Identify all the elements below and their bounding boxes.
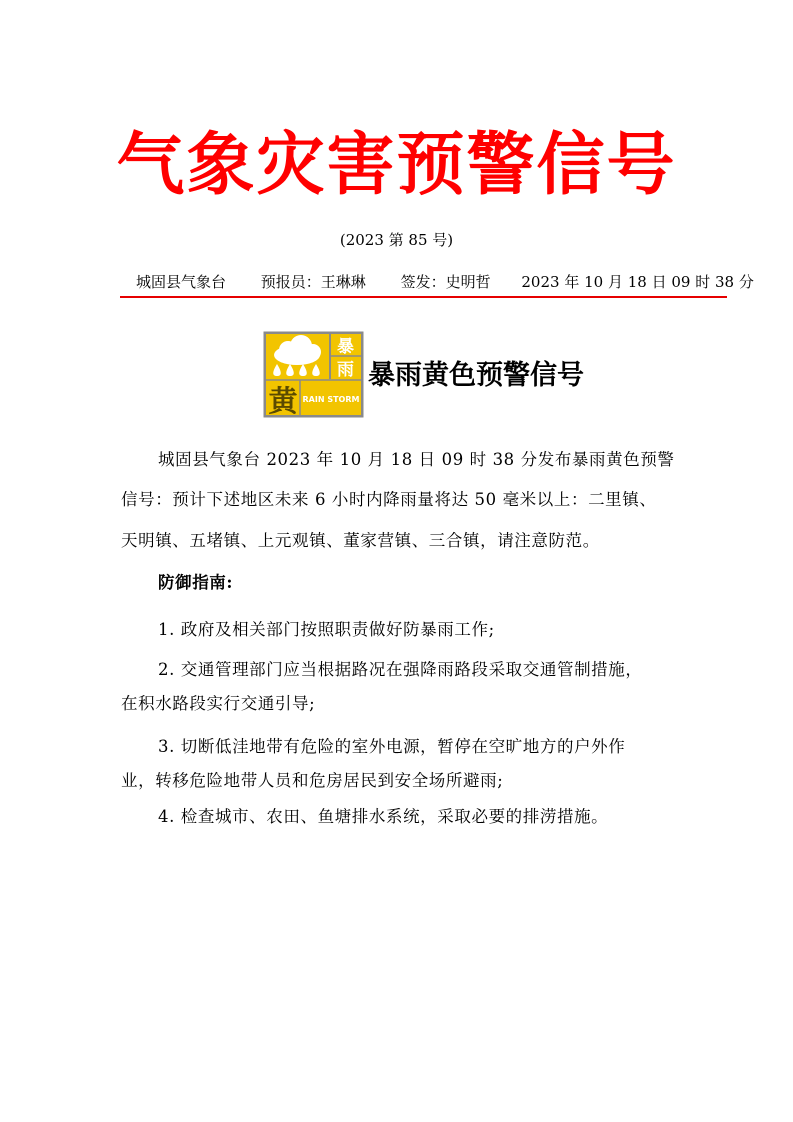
- issued-time: 2023 年 10 月 18 日 09 时 38 分: [521, 273, 754, 291]
- paragraph-line-3: 天明镇、五堵镇、上元观镇、董家营镇、三合镇，请注意防范。: [121, 531, 600, 550]
- icon-english-label: RAIN STORM: [302, 395, 360, 404]
- guide-item-1: 1. 政府及相关部门按照职责做好防暴雨工作;: [158, 620, 495, 639]
- header-divider: [120, 296, 727, 298]
- issuing-office: 城固县气象台: [136, 273, 227, 291]
- paragraph-line-2: 信号：预计下述地区未来 6 小时内降雨量将达 50 毫米以上：二里镇、: [121, 490, 657, 509]
- icon-char-middle: 雨: [337, 360, 354, 380]
- rainstorm-yellow-warning-icon: [263, 331, 364, 418]
- issue-number: (2023 第 85 号): [339, 231, 454, 249]
- guide-item-2-continued: 在积水路段实行交通引导;: [121, 694, 316, 713]
- guide-item-2: 2. 交通管理部门应当根据路况在强降雨路段采取交通管制措施，: [158, 660, 643, 679]
- guide-heading: 防御指南:: [158, 573, 234, 592]
- guide-item-3: 3. 切断低洼地带有危险的室外电源，暂停在空旷地方的户外作: [158, 737, 626, 756]
- icon-char-top: 暴: [337, 337, 354, 357]
- paragraph-line-1: 城固县气象台 2023 年 10 月 18 日 09 时 38 分发布暴雨黄色预警: [158, 450, 675, 469]
- forecaster-name: 预报员：王琳琳: [260, 273, 366, 291]
- guide-item-4: 4. 检查城市、农田、鱼塘排水系统，采取必要的排涝措施。: [158, 807, 609, 826]
- guide-item-3-continued: 业，转移危险地带人员和危房居民到安全场所避雨;: [121, 771, 504, 790]
- signer-name: 签发：史明哲: [400, 273, 491, 291]
- document-title: 气象灾害预警信号: [116, 125, 677, 205]
- issuer-info-line: [136, 271, 754, 293]
- signal-title: 暴雨黄色预警信号: [368, 360, 584, 391]
- icon-level-char: 黄: [268, 384, 298, 418]
